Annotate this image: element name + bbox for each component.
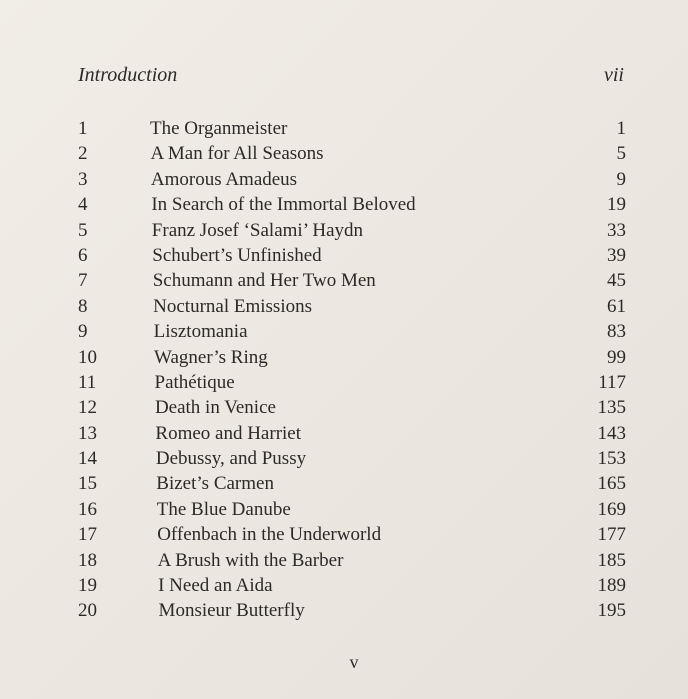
toc-row <box>78 370 626 395</box>
introduction-entry <box>78 64 624 92</box>
chapter-title: Bizet’s Carmen <box>156 473 274 495</box>
chapter-number: 2 <box>78 143 88 165</box>
chapter-page-number: 83 <box>607 321 626 343</box>
toc-row <box>78 497 626 522</box>
chapter-number: 14 <box>78 448 97 470</box>
chapter-page-number: 189 <box>597 575 626 597</box>
chapter-title: The Organmeister <box>150 118 288 139</box>
chapter-title: Death in Venice <box>154 397 276 419</box>
toc-row <box>78 218 626 243</box>
chapter-number: 19 <box>78 575 97 597</box>
chapter-number: 10 <box>78 346 97 368</box>
chapter-title: Monsieur Butterfly <box>158 600 305 622</box>
chapter-page-number: 39 <box>607 244 626 266</box>
chapter-number: 6 <box>78 244 88 266</box>
chapter-page-number: 9 <box>616 168 626 190</box>
chapter-title: Wagner’s Ring <box>154 346 268 368</box>
toc-row <box>78 268 626 293</box>
chapter-page-number: 19 <box>607 194 626 216</box>
chapter-page-number: 153 <box>597 448 626 470</box>
chapter-title: Pathétique <box>154 371 235 393</box>
toc-row <box>78 471 626 496</box>
chapter-number: 12 <box>78 397 97 419</box>
chapter-title: Amorous Amadeus <box>150 168 298 190</box>
chapter-number: 7 <box>78 270 88 292</box>
chapter-page-number: 1 <box>616 118 626 139</box>
chapter-title: A Brush with the Barber <box>157 549 344 571</box>
chapter-page-number: 185 <box>597 549 626 571</box>
toc-row <box>78 421 626 446</box>
chapter-title: A Man for All Seasons <box>150 143 324 165</box>
chapter-page-number: 135 <box>597 397 626 419</box>
chapter-page-number: 195 <box>597 600 626 622</box>
chapter-number: 20 <box>78 600 97 622</box>
chapter-title: Romeo and Harriet <box>155 422 302 444</box>
chapter-number: 13 <box>78 422 97 444</box>
chapter-title: Lisztomania <box>153 321 248 343</box>
toc-row <box>78 141 626 166</box>
page-folio: v <box>349 652 359 672</box>
toc-row <box>78 522 626 547</box>
toc-row <box>78 548 626 573</box>
table-of-contents <box>78 116 626 624</box>
chapter-title: Schubert’s Unfinished <box>152 244 322 266</box>
chapter-number: 18 <box>78 549 97 571</box>
chapter-page-number: 165 <box>597 473 626 495</box>
chapter-title: Schumann and Her Two Men <box>152 270 376 292</box>
chapter-title: I Need an Aida <box>158 575 273 597</box>
chapter-title: Franz Josef ‘Salami’ Haydn <box>151 219 364 241</box>
chapter-page-number: 177 <box>597 524 626 546</box>
toc-row <box>78 573 626 598</box>
toc-row <box>78 395 626 420</box>
toc-row <box>78 192 626 217</box>
chapter-page-number: 61 <box>607 295 626 317</box>
chapter-title: Offenbach in the Underworld <box>157 524 382 546</box>
introduction-title: Introduction <box>78 64 178 86</box>
toc-row <box>78 294 626 319</box>
chapter-page-number: 5 <box>616 143 626 165</box>
chapter-page-number: 143 <box>597 422 626 444</box>
chapter-number: 15 <box>78 473 97 495</box>
introduction-page-number: vii <box>604 64 624 86</box>
chapter-page-number: 99 <box>607 346 626 368</box>
chapter-title: Debussy, and Pussy <box>155 448 307 470</box>
toc-row <box>78 345 626 370</box>
chapter-number: 17 <box>78 524 97 546</box>
chapter-number: 11 <box>78 371 97 393</box>
chapter-number: 1 <box>78 118 88 139</box>
toc-row <box>78 243 626 268</box>
chapter-page-number: 117 <box>598 371 626 393</box>
toc-row <box>78 167 626 192</box>
chapter-number: 3 <box>78 168 88 190</box>
chapter-page-number: 45 <box>607 270 626 292</box>
chapter-number: 4 <box>78 194 88 216</box>
chapter-page-number: 169 <box>597 498 626 520</box>
chapter-number: 16 <box>78 498 97 520</box>
chapter-number: 5 <box>78 219 88 241</box>
toc-row <box>78 446 626 471</box>
chapter-page-number: 33 <box>607 219 626 241</box>
chapter-title: The Blue Danube <box>156 498 291 520</box>
toc-row <box>78 116 626 141</box>
toc-row <box>78 598 626 623</box>
chapter-number: 9 <box>78 321 88 343</box>
toc-row <box>78 319 626 344</box>
chapter-title: Nocturnal Emissions <box>153 295 312 317</box>
chapter-title: In Search of the Immortal Beloved <box>151 194 416 216</box>
chapter-number: 8 <box>78 295 88 317</box>
